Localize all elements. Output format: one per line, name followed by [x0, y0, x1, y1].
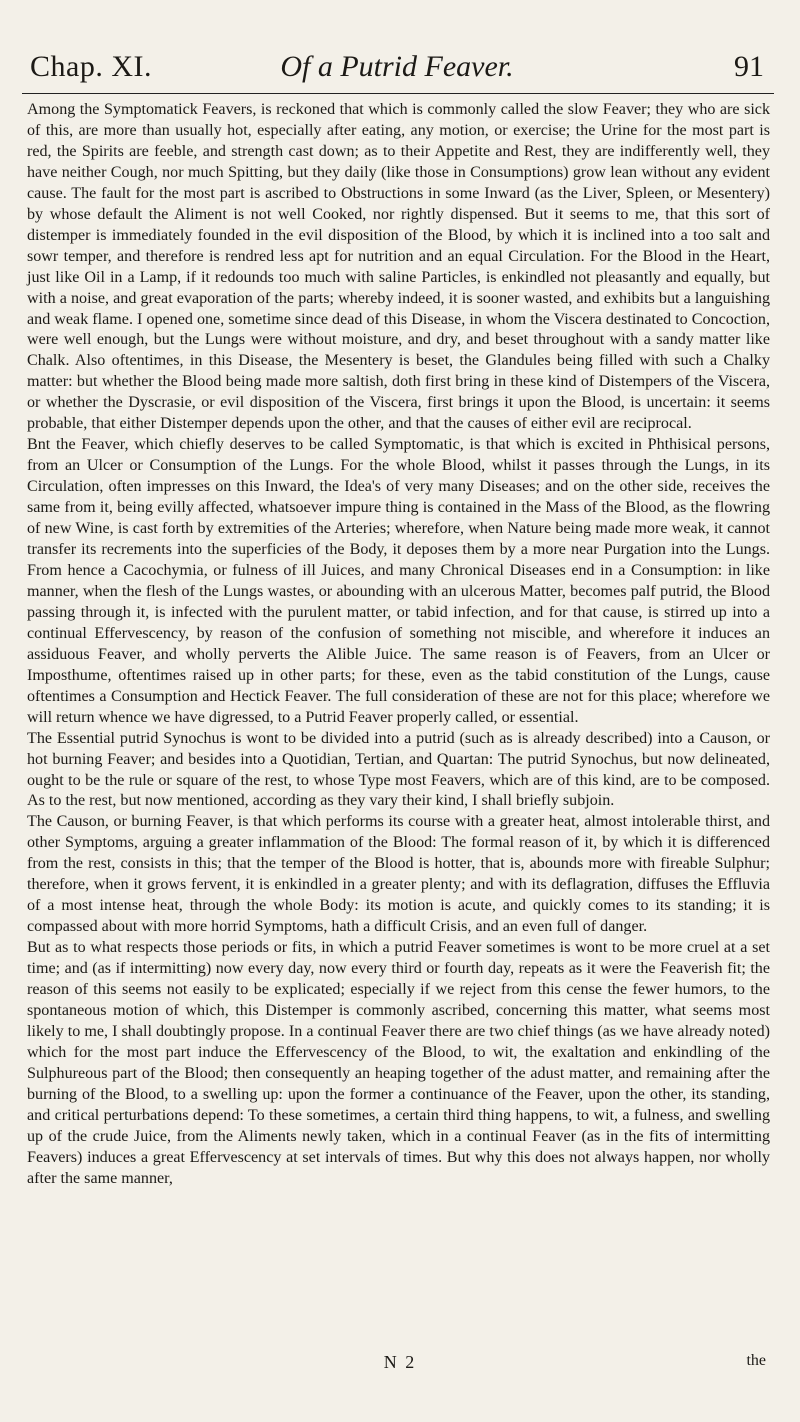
- paragraph-causon: The Causon, or burning Feaver, is that which performs its course with a greater heat, almost intolerable thirst, and other Symptoms, arguing a greater inflammation of the Blood: The formal reason of it, by which it is differenced from the rest, consists in this; that the temper of the Blood is hotter, that is, abounds more with fireable Sulphur; therefore, when it grows fervent, it is enkindled in a greater plenty; and with its deflagration, diffuses the Effluvia of a most intense heat, through the whole Body: its motion is acute, and quickly comes to its standing; it is compassed about with more horrid Symptoms, hath a difficult Crisis, and an even full of danger.: [27, 813, 770, 936]
- page-header: [22, 50, 772, 94]
- header-rule: [22, 93, 774, 94]
- paragraph-symptomatic-feaver: Bnt the Feaver, which chiefly deserves to be called Symptomatic, is that which is excited in Phthisical persons, from an Ulcer or Consumption of the Lungs. For the whole Blood, whilst it passes through the Lungs, in its Circulation, often impresses on this Inward, the Idea's of very many Diseases; and on the other side, receives the same from it, being evilly affected, whatsoever impure thing is contained in the Mass of the Blood, as the flowring of new Wine, is cast forth by extremities of the Arteries; wherefore, when Nature being made more weak, it cannot transfer its recrements into the superficies of the Body, it deposes them by a more near Purgation into the Lungs. From hence a Cacochymia, or fulness of ill Juices, and many Chronical Diseases end in a Consumption: in like manner, when the flesh of the Lungs wastes, or abounding with an ulcerous Matter, becomes palf putrid, the Blood passing through it, is infected with the purulent matter, or tabid infection, and for that cause, is stirred up into a continual Effervescency, by reason of the confusion of something not miscible, and wherefore it induces an assiduous Feaver, and wholly perverts the Alible Juice. The same reason is of Feavers, from an Ulcer or Imposthume, oftentimes raised up in other parts; for these, even as the tabid constitution of the Lungs, cause oftentimes a Consumption and Hectick Feaver. The full consideration of these are not for this place; wherefore we will return whence we have digressed, to a Putrid Feaver properly called, or essential.: [27, 436, 770, 726]
- paragraph-slow-feaver: Among the Symptomatick Feavers, is reckoned that which is commonly called the slow Feaver; they who are sick of this, are more than usually hot, especially after eating, any motion, or exercise; the Urine for the most part is red, the Spirits are feeble, and strength cast down; as to their Appetite and Rest, they are indifferently well, they have neither Cough, nor much Spitting, but they daily (like those in Consumptions) grow lean without any evident cause. The fault for the most part is ascribed to Obstructions in some Inward (as the Liver, Spleen, or Mesentery) by whose default the Aliment is not well Cooked, nor rightly dispensed. But it seems to me, that this sort of distemper is immediately founded in the evil disposition of the Blood, by which it is inclined into a too salt and sowr temper, and therefore is rendred less apt for nutrition and an equal Circulation. For the Blood in the Heart, just like Oil in a Lamp, if it redounds too much with saline Particles, is enkindled not pleasantly and equally, but with a noise, and great evaporation of the parts; whereby indeed, it is sooner wasted, and exhibits but a languishing and weak flame. I opened one, sometime since dead of this Disease, in whom the Viscera destinated to Concoction, were well enough, but the Lungs were without moisture, and dry, and beset throughout with a sandy matter like Chalk. Also oftentimes, in this Disease, the Mesentery is beset, the Glandules being filled with such a Chalky matter: but whether the Blood being made more saltish, doth first bring in these kind of Distempers of the Viscera, or whether the Dyscrasie, or evil disposition of the Viscera, first brings it upon the Blood, is uncertain: it seems probable, that either Distemper depends upon the other, and that the causes of either evil are reciprocal.: [27, 101, 770, 433]
- text-body: [27, 100, 770, 1190]
- page-number: 91: [734, 50, 764, 83]
- signature-mark: N 2: [383, 1352, 417, 1372]
- paragraph-periods-fits: But as to what respects those periods or fits, in which a putrid Feaver sometimes is wont to be more cruel at a set time; and (as if intermitting) now every day, now every third or fourth day, repeats as it were the Feaverish fit; the reason of this seems not easily to be explicated; especially if we reject from this cense the fewer humors, to the spontaneous motion of which, this Distemper is commonly ascribed, concerning this matter, what seems most likely to me, I shall doubtingly propose. In a continual Feaver there are two chief things (as we have already noted) which for the most part induce the Effervescency of the Blood, to wit, the exaltation and enkindling of the Sulphureous part of the Blood; then consequently an heaping together of the adust matter, and remaining after the burning of the Blood, to a swelling up: upon the former a continuance of the Feaver, upon the other, its standing, and critical perturbations depend: To these sometimes, a certain third thing happens, to wit, a fulness, and swelling up of the crude Juice, from the Aliments newly taken, which in a continual Feaver (as in the fits of intermitting Feavers) induces a great Effervescency at set intervals of times. But why this does not always happen, nor wholly after the same manner,: [27, 939, 770, 1187]
- catchword: the: [746, 1352, 766, 1369]
- paragraph-putrid-synochus: The Essential putrid Synochus is wont to be divided into a putrid (such as is already described) into a Causon, or hot burning Feaver; and besides into a Quotidian, Tertian, and Quartan: The putrid Synochus, but now delineated, ought to be the rule or square of the rest, to whose Type most Feavers, which are of this kind, are to be composed. As to the rest, but now mentioned, according as they vary their kind, I shall briefly subjoin.: [27, 729, 770, 810]
- running-title: Of a Putrid Feaver.: [280, 50, 514, 83]
- chapter-label: Chap. XI.: [30, 50, 152, 83]
